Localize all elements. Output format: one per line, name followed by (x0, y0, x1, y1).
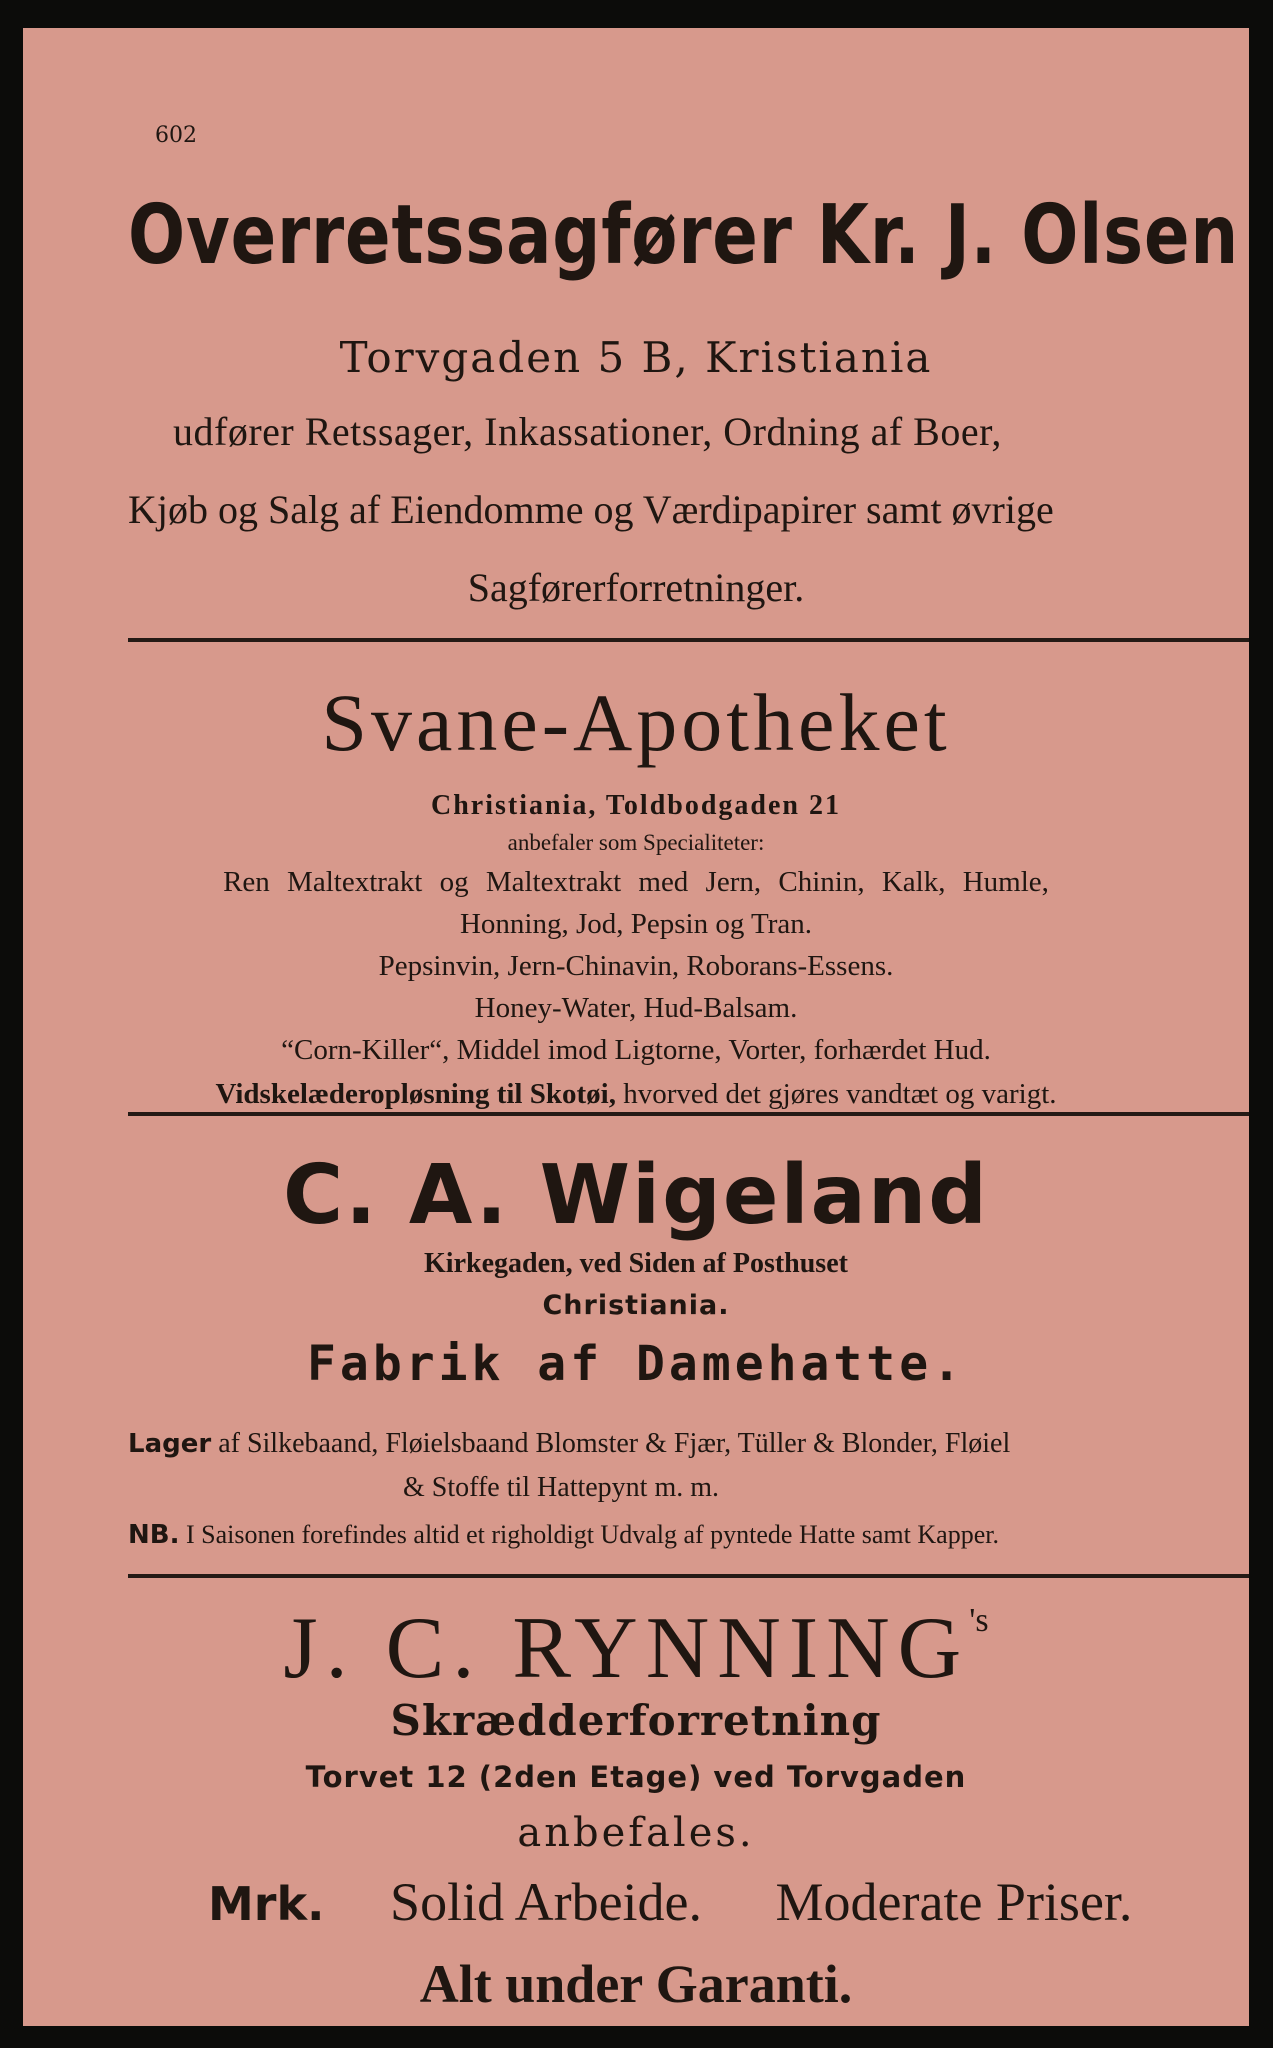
svane-address: Christiania, Toldbodgaden 21 (430, 790, 842, 821)
svane-line-4: Honey-Water, Hud-Balsam. (474, 992, 798, 1024)
rynning-anbefales: anbefales. (517, 1810, 755, 1856)
rynning-title-suffix: 's (969, 1602, 989, 1639)
divider-rule (128, 1112, 1249, 1116)
rynning-business: Skrædderforretning (390, 1696, 882, 1745)
rynning-address: Torvet 12 (2den Etage) ved Torvgaden (305, 1760, 967, 1794)
nb-text: I Saisonen forefindes altid et righoldigt Udvalg af pyntede Hatte samt Kapper. (179, 1520, 999, 1549)
rynning-priser: Moderate Priser. (775, 1872, 1133, 1932)
wigeland-lager-row (128, 1428, 1249, 1460)
wigeland-lager-row-2: & Stoffe til Hattepynt m. m. (403, 1472, 720, 1503)
rynning-garanti: Alt under Garanti. (419, 1954, 853, 2014)
svane-last-bold: Vidskelæderopløsning til Skotøi, (215, 1078, 616, 1110)
rynning-mrk: Mrk. (208, 1877, 325, 1931)
svane-line-2: Honning, Jod, Pepsin og Tran. (459, 908, 813, 940)
olsen-title: Overretssagfører Kr. J. Olsen (128, 188, 1240, 283)
lager-label: Lager (128, 1429, 212, 1459)
wigeland-fabrik: Fabrik af Damehatte. (307, 1336, 965, 1392)
rynning-solid: Solid Arbeide. (390, 1872, 703, 1932)
wigeland-nb-row (128, 1520, 1249, 1550)
svane-line-1: Ren Maltextrakt og Maltextrakt med Jern, Chinin, Kalk, Humle, (223, 866, 1049, 898)
olsen-line-2: Kjøb og Salg af Eiendomme og Værdipapirer samt øvrige (128, 487, 1054, 532)
divider-rule (128, 638, 1249, 642)
wigeland-address: Kirkegaden, ved Siden af Posthuset (424, 1248, 848, 1279)
rynning-title-text: J. C. RYNNING (283, 1600, 970, 1697)
rynning-title (23, 1598, 1249, 1699)
lager-text: af Silkebaand, Fløielsbaand Blomster & Fjær, Tüller & Blonder, Fløiel (211, 1428, 1011, 1459)
olsen-line-1: udfører Retssager, Inkassationer, Ordning af Boer, (173, 409, 1002, 454)
svane-intro: anbefaler som Specialiteter: (507, 830, 765, 855)
svane-line-3: Pepsinvin, Jern-Chinavin, Roborans-Essens. (378, 950, 894, 982)
wigeland-title: C. A. Wigeland (283, 1148, 989, 1243)
rynning-slogan-row (208, 1871, 1208, 1933)
olsen-address: Torvgaden 5 B, Kristiania (339, 333, 933, 382)
page-number: 602 (155, 123, 197, 148)
nb-label: NB. (128, 1520, 180, 1550)
svane-line-5: “Corn-Killer“, Middel imod Ligtorne, Vorter, forhærdet Hud. (281, 1034, 991, 1066)
svane-title: Svane-Apotheket (321, 677, 951, 768)
svane-last-rest: hvorved det gjøres vandtæt og varigt. (615, 1078, 1057, 1110)
svane-line-6 (23, 1078, 1249, 1111)
advertisement-page (23, 28, 1249, 2026)
olsen-line-3: Sagførerforretninger. (467, 565, 805, 610)
wigeland-city: Christiania. (542, 1290, 730, 1321)
divider-rule (128, 1574, 1249, 1578)
